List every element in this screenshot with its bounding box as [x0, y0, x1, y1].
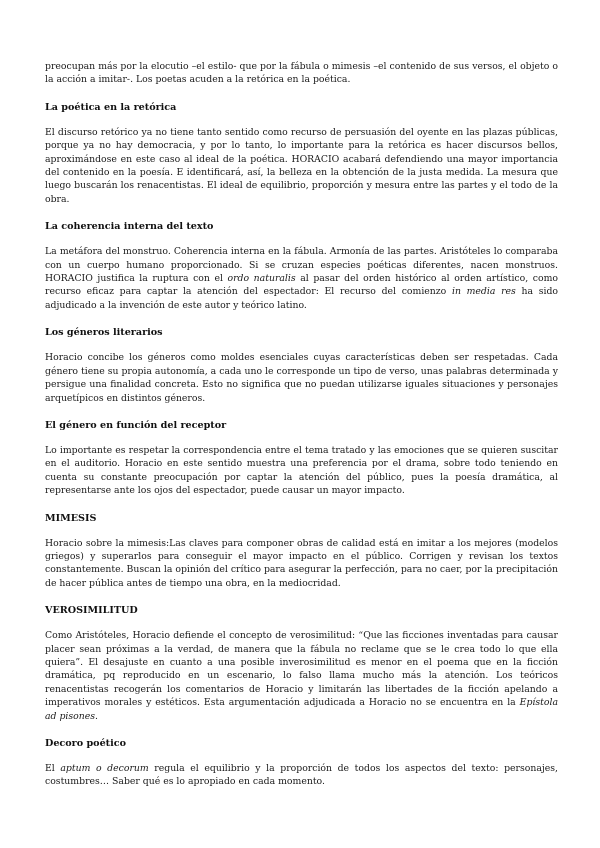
section-heading: La coherencia interna del texto — [45, 221, 214, 233]
section — [45, 326, 558, 405]
text-run: Lo importante es respetar la correspondencia entre el tema tratado y las emociones que se quieren suscitar en el auditorio. Horacio en este sentido muestra una preferencia por el drama, sobre todo teniendo en cuenta su constante preocupación por captar la atención del público, pues la poesía dramática, al representarse ante los ojos del espectador, puede causar un mayor impacto. — [45, 444, 558, 497]
section-paragraph — [45, 537, 558, 591]
section-paragraph — [45, 245, 558, 312]
sections-container — [45, 101, 558, 789]
section-heading: Decoro poético — [45, 738, 126, 749]
text-run: regula el equilibrio y la proporción de todos los aspectos del texto: personajes, costumbres… Saber qué es lo apropiado en cada momento. — [45, 763, 559, 788]
section-heading: Los géneros literarios — [45, 327, 163, 339]
section-paragraph — [45, 444, 558, 498]
section — [45, 512, 558, 591]
section-heading: La poética en la retórica — [45, 101, 177, 113]
text-run: . — [95, 710, 98, 722]
section — [45, 220, 558, 312]
section — [45, 419, 558, 498]
italic-text: aptum o decorum — [60, 763, 149, 774]
section-heading: El género en función del receptor — [45, 419, 227, 431]
text-run: La metáfora del monstruo. Coherencia interna en la fábula. Armonía de las partes. Aristóteles lo comparaba con un cuerpo humano proporcionado. Si se cruzan especies poéticas diferentes, nacen monstruos. HORACIO justifica la ruptura con el — [45, 246, 558, 285]
text-run: El — [45, 763, 61, 774]
document-page — [45, 60, 558, 789]
section — [45, 604, 558, 723]
section-paragraph — [45, 762, 558, 789]
section-heading: MIMESIS — [45, 512, 97, 524]
text-run: ha sido adjudicado a la invención de este autor y teórico latino. — [45, 286, 559, 311]
text-run: El discurso retórico ya no tiene tanto sentido como recurso de persuasión del oyente en las plazas públicas, porque ya no hay democracia, y por lo tanto, lo importante para la retórica es hacer discursos bellos, aproximándose en este caso al ideal de la poética. HORACIO acabará defendiendo una mayor importancia del contenido en la poesía. E identificará, así, la belleza en la obtención de la justa medida. La mesura que luego buscarán los renacentistas. El ideal de equilibrio, proporción y mesura entre las partes y el todo de la obra. — [45, 126, 558, 205]
text-run: Horacio sobre la mimesis:Las claves para componer obras de calidad está en imitar a los mejores (modelos griegos) y superarlos para conseguir el mayor impacto en el público. Corrigen y revisan los textos constantemente. Buscan la opinión del crítico para asegurar la perfección, para no caer, por la precipitación de hacer pública antes de tiempo una obra, en la mediocridad. — [45, 537, 558, 589]
section — [45, 737, 558, 789]
italic-text: Epístola ad pisones — [45, 697, 558, 722]
text-run: Como Aristóteles, Horacio defiende el concepto de verosimilitud: “Que las ficciones inventadas para causar placer sean próximas a la verdad, de manera que la fábula no reclame que se le crea todo lo que ella quiera”. El desajuste en cuanto a una posible inverosimilitud es menor en el poema que en la ficción dramática, pq reproducido en un escenario, lo falso llama mucho más la atención. Los teóricos renacentistas recogerán los comentarios de Horacio y limitarán las libertades de la ficción apelando a imperativos morales y estéticos. Esta argumentación adjudicada a Horacio no se encuentra en la — [45, 630, 558, 709]
section-paragraph — [45, 629, 558, 723]
section — [45, 101, 558, 206]
text-run: Horacio concibe los géneros como moldes esenciales cuyas características deben ser respetadas. Cada género tiene su propia autonomía, a cada uno le corresponde un tipo de verso, unas palabras determinada y persigue una finalidad concreta. Esto no significa que no puedan utilizarse iguales situaciones y personajes arquetípicos en distintos géneros. — [45, 352, 558, 404]
italic-text: in media res — [451, 286, 516, 298]
section-paragraph — [45, 351, 558, 405]
section-heading: VEROSIMILITUD — [45, 605, 138, 617]
section-paragraph — [45, 126, 558, 206]
text-run: al pasar del orden histórico al orden artístico, como recurso eficaz para captar la atención del espectador: El recurso del comienzo — [45, 273, 558, 298]
intro-paragraph: preocupan más por la elocutio –el estilo- que por la fábula o mimesis –el contenido de sus versos, el objeto o la acción a imitar-. Los poetas acuden a la retórica en la poética. — [45, 61, 558, 86]
italic-text: ordo naturalis — [227, 273, 296, 285]
